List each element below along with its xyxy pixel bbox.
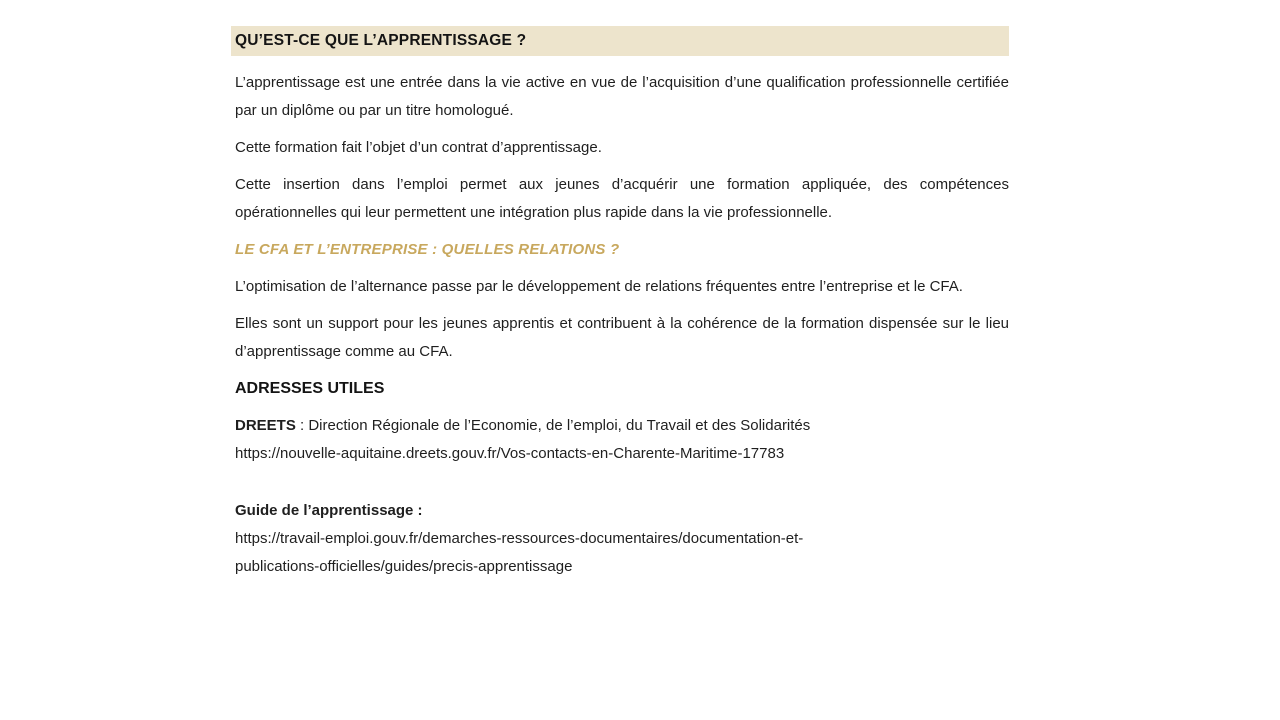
dreets-url: https://nouvelle-aquitaine.dreets.gouv.fr/Vos-contacts-en-Charente-Maritime-17783 bbox=[235, 445, 785, 462]
section-title-band bbox=[231, 26, 1009, 56]
dreets-description: : Direction Régionale de l’Economie, de l’emploi, du Travail et des Solidarités bbox=[295, 417, 811, 434]
paragraph-intro-1: L’apprentissage est une entrée dans la vie active en vue de l’acquisition d’une qualification professionnelle certifiée par un diplôme ou par un titre homologué. bbox=[235, 74, 1009, 119]
guide-url-line-2: publications-officielles/guides/precis-apprentissage bbox=[235, 558, 573, 575]
document-content bbox=[235, 26, 1009, 581]
guide-block bbox=[235, 497, 1009, 581]
paragraph-intro-3: Cette insertion dans l’emploi permet aux jeunes d’acquérir une formation appliquée, des compétences opérationnelles qui leur permettent une intégration plus rapide dans la vie professionnelle. bbox=[235, 176, 1009, 221]
guide-url-line-1: https://travail-emploi.gouv.fr/demarches-ressources-documentaires/documentation-et- bbox=[235, 530, 804, 547]
paragraph-cfa-1: L’optimisation de l’alternance passe par le développement de relations fréquentes entre l’entreprise et le CFA. bbox=[235, 278, 963, 295]
dreets-block bbox=[235, 412, 1009, 468]
paragraph-intro-2: Cette formation fait l’objet d’un contrat d’apprentissage. bbox=[235, 139, 602, 156]
paragraph-cfa-2: Elles sont un support pour les jeunes apprentis et contribuent à la cohérence de la formation dispensée sur le lieu d’apprentissage comme au CFA. bbox=[235, 315, 1009, 360]
cfa-section-heading: LE CFA ET L’ENTREPRISE : QUELLES RELATIONS ? bbox=[235, 241, 620, 258]
main-heading: QU’EST-CE QUE L’APPRENTISSAGE ? bbox=[235, 32, 527, 49]
guide-label: Guide de l’apprentissage : bbox=[235, 502, 423, 519]
dreets-label: DREETS bbox=[235, 417, 296, 434]
addresses-heading: ADRESSES UTILES bbox=[235, 380, 385, 397]
